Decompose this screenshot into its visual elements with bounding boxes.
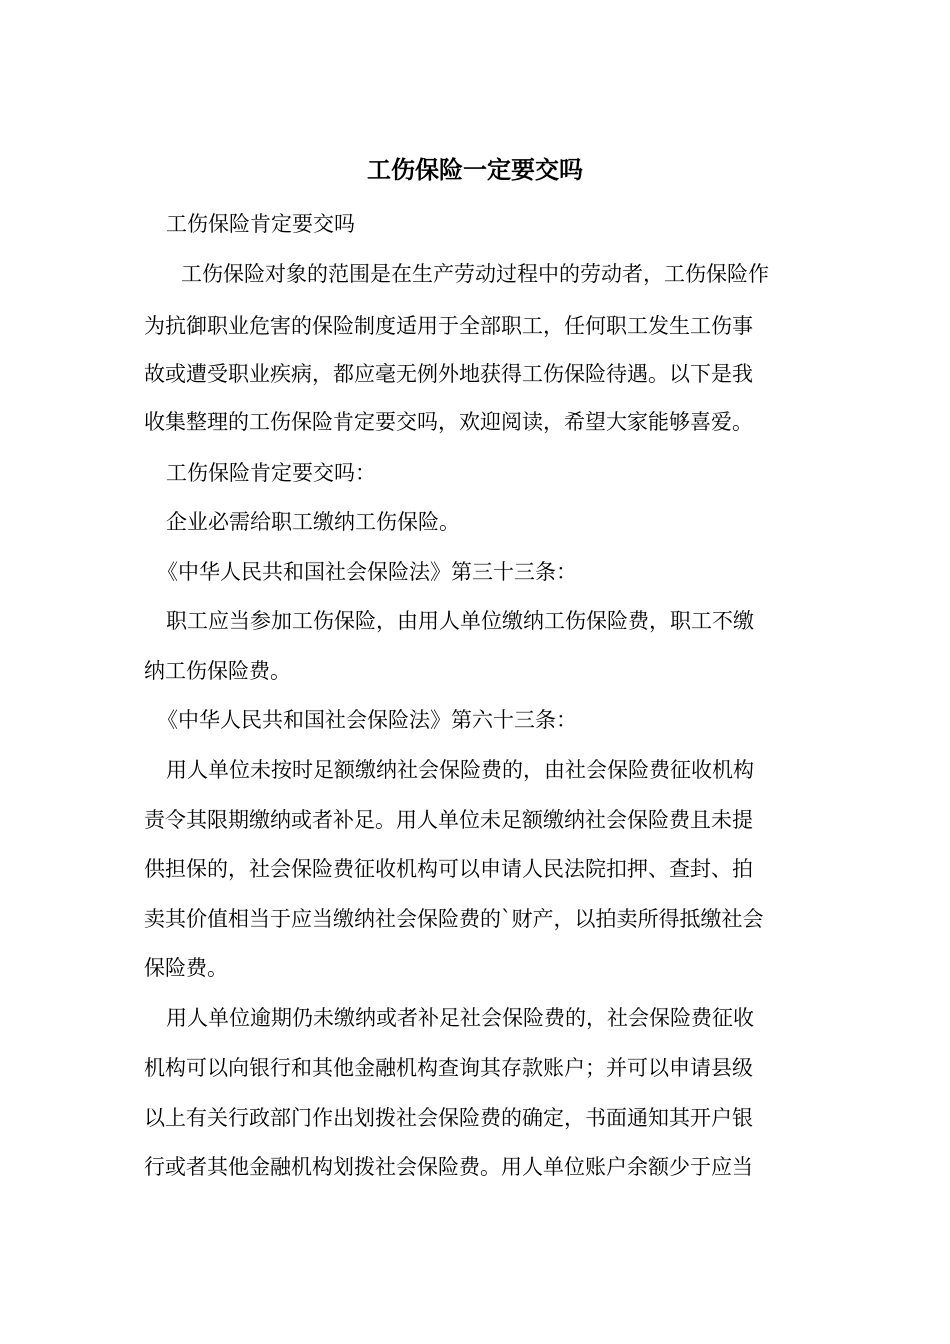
text-line: 用人单位未按时足额缴纳社会保险费的，由社会保险费征收机构 bbox=[166, 758, 754, 782]
text-line: 企业必需给职工缴纳工伤保险。 bbox=[166, 510, 460, 534]
text-line: 用人单位逾期仍未缴纳或者补足社会保险费的，社会保险费征收 bbox=[166, 1006, 754, 1030]
text-line: 为抗御职业危害的保险制度适用于全部职工，任何职工发生工伤事 bbox=[144, 314, 753, 338]
text-line: 行或者其他金融机构划拨社会保险费。用人单位账户余额少于应当 bbox=[144, 1155, 753, 1179]
text-line: 工伤保险肯定要交吗 bbox=[166, 212, 355, 236]
text-line: 责令其限期缴纳或者补足。用人单位未足额缴纳社会保险费且未提 bbox=[144, 808, 753, 832]
text-line: 机构可以向银行和其他金融机构查询其存款账户；并可以申请县级 bbox=[144, 1056, 753, 1080]
text-line: 以上有关行政部门作出划拨社会保险费的确定，书面通知其开户银 bbox=[144, 1106, 753, 1130]
document-title: 工伤保险一定要交吗 bbox=[367, 155, 583, 184]
text-line: 保险费。 bbox=[144, 956, 228, 980]
text-line: 收集整理的工伤保险肯定要交吗，欢迎阅读，希望大家能够喜爱。 bbox=[144, 410, 753, 434]
text-line: 《中华人民共和国社会保险法》第三十三条： bbox=[157, 560, 577, 584]
text-line: 卖其价值相当于应当缴纳社会保险费的`财产，以拍卖所得抵缴社会 bbox=[144, 907, 764, 931]
text-line: 工伤保险对象的范围是在生产劳动过程中的劳动者，工伤保险作 bbox=[181, 262, 769, 286]
text-line: 故或遭受职业疾病，都应毫无例外地获得工伤保险待遇。以下是我 bbox=[144, 362, 753, 386]
text-line: 《中华人民共和国社会保险法》第六十三条： bbox=[157, 708, 577, 732]
text-line: 供担保的，社会保险费征收机构可以申请人民法院扣押、查封、拍 bbox=[144, 857, 753, 881]
text-line: 职工应当参加工伤保险，由用人单位缴纳工伤保险费，职工不缴 bbox=[166, 609, 754, 633]
text-line: 工伤保险肯定要交吗： bbox=[166, 461, 376, 485]
text-line: 纳工伤保险费。 bbox=[144, 659, 291, 683]
